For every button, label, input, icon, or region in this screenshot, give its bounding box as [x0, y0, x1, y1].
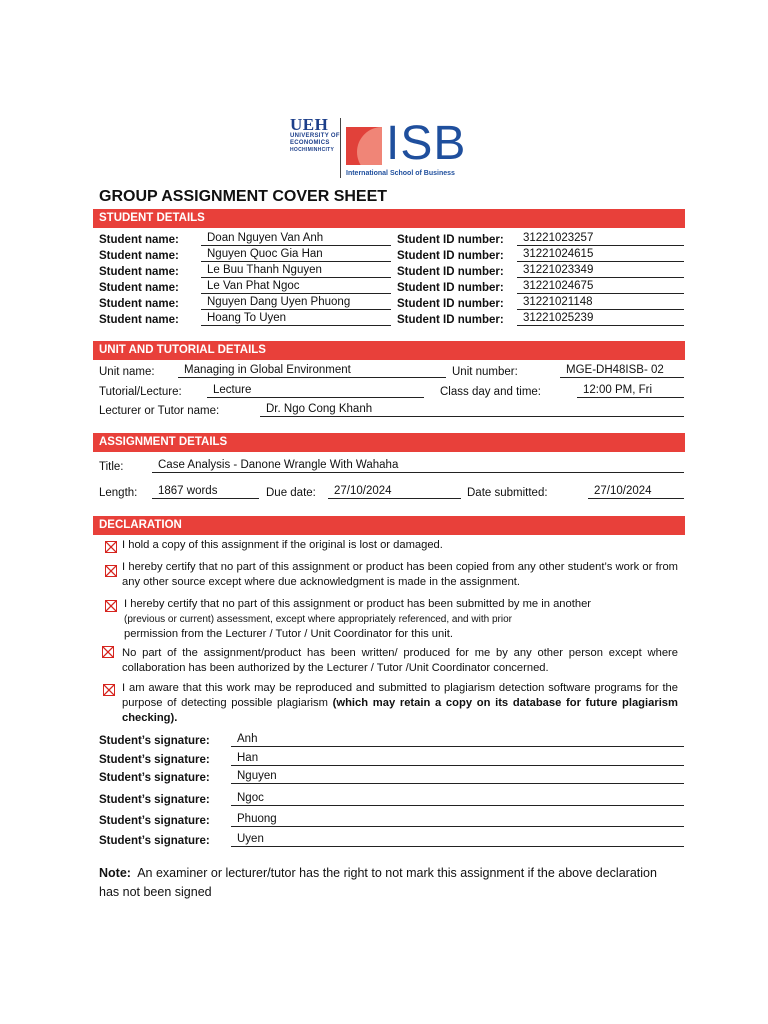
signature-field[interactable]: Han	[231, 751, 684, 766]
student-name-label: Student name:	[99, 282, 179, 294]
date-submitted-field[interactable]: 27/10/2024	[588, 484, 684, 499]
student-name-field[interactable]: Nguyen Quoc Gia Han	[201, 247, 391, 262]
declaration-bold-text: (which may retain a copy on its database for future plagiarism checking).	[122, 697, 678, 724]
student-name-field[interactable]: Hoang To Uyen	[201, 311, 391, 326]
student-id-field[interactable]: 31221024615	[517, 247, 684, 262]
student-id-label: Student ID number:	[397, 234, 504, 246]
declaration-text: I hereby certify that no part of this assignment or product has been copied from any other student’s work or from any other source except where due acknowledgment is made in the assignment.	[122, 561, 678, 588]
declaration-line: (previous or current) assessment, except where appropriately referenced, and with prior	[124, 614, 512, 625]
assignment-title-label: Title:	[99, 461, 124, 473]
student-name-field[interactable]: Nguyen Dang Uyen Phuong	[201, 295, 391, 310]
student-name-field[interactable]: Le Buu Thanh Nguyen	[201, 263, 391, 278]
student-id-label: Student ID number:	[397, 298, 504, 310]
student-id-field[interactable]: 31221023257	[517, 231, 684, 246]
unit-details-header: UNIT AND TUTORIAL DETAILS	[93, 341, 685, 360]
signature-label: Student’s signature:	[99, 835, 210, 847]
unit-name-label: Unit name:	[99, 366, 155, 378]
ueh-logo-sub-2: ECONOMICS	[290, 140, 330, 146]
declaration-checkbox[interactable]	[105, 600, 117, 612]
page-title: GROUP ASSIGNMENT COVER SHEET	[99, 188, 388, 205]
length-label: Length:	[99, 487, 138, 499]
note	[99, 864, 659, 902]
declaration-header: DECLARATION	[93, 516, 685, 535]
lecturer-label: Lecturer or Tutor name:	[99, 405, 220, 417]
ueh-logo-sub-1: UNIVERSITY OF	[290, 133, 340, 139]
assignment-title-field[interactable]: Case Analysis - Danone Wrangle With Wahaha	[152, 458, 684, 473]
length-field[interactable]: 1867 words	[152, 484, 259, 499]
student-id-field[interactable]: 31221024675	[517, 279, 684, 294]
student-name-label: Student name:	[99, 298, 179, 310]
signature-label: Student’s signature:	[99, 794, 210, 806]
declaration-checkbox[interactable]	[105, 565, 117, 577]
signature-field[interactable]: Nguyen	[231, 769, 684, 784]
signature-field[interactable]: Anh	[231, 732, 684, 747]
tutorial-label: Tutorial/Lecture:	[99, 386, 182, 398]
ueh-logo-sub-3: HOCHIMINHCITY	[290, 147, 335, 153]
note-label: Note:	[99, 866, 131, 880]
student-id-label: Student ID number:	[397, 250, 504, 262]
student-id-field[interactable]: 31221021148	[517, 295, 684, 310]
assignment-details-header: ASSIGNMENT DETAILS	[93, 433, 685, 452]
lecturer-field[interactable]: Dr. Ngo Cong Khanh	[260, 402, 684, 417]
signature-field[interactable]: Uyen	[231, 832, 684, 847]
student-name-label: Student name:	[99, 250, 179, 262]
date-submitted-label: Date submitted:	[467, 487, 548, 499]
declaration-line: permission from the Lecturer / Tutor / Unit Coordinator for this unit.	[124, 628, 453, 640]
isb-logo-mark	[346, 127, 382, 165]
ueh-logo	[290, 116, 342, 153]
student-name-field[interactable]: Le Van Phat Ngoc	[201, 279, 391, 294]
ueh-logo-text: UEH	[290, 115, 329, 134]
note-text: An examiner or lecturer/tutor has the right to not mark this assignment if the above declaration has not been signed	[99, 866, 657, 899]
declaration-checkbox[interactable]	[103, 684, 115, 696]
signature-label: Student’s signature:	[99, 772, 210, 784]
declaration-line: I hereby certify that no part of this assignment or product has been submitted by me in another	[124, 598, 592, 610]
due-date-label: Due date:	[266, 487, 316, 499]
isb-tagline: International School of Business	[346, 170, 455, 177]
student-id-label: Student ID number:	[397, 282, 504, 294]
unit-name-field[interactable]: Managing in Global Environment	[178, 363, 446, 378]
student-name-field[interactable]: Doan Nguyen Van Anh	[201, 231, 391, 246]
student-name-label: Student name:	[99, 314, 179, 326]
declaration-text	[124, 597, 680, 642]
declaration-text: I hold a copy of this assignment if the original is lost or damaged.	[122, 539, 443, 551]
declaration-text	[122, 681, 678, 726]
signature-label: Student’s signature:	[99, 735, 210, 747]
declaration-checkbox[interactable]	[105, 541, 117, 553]
student-details-header: STUDENT DETAILS	[93, 209, 685, 228]
signature-label: Student’s signature:	[99, 754, 210, 766]
unit-number-field[interactable]: MGE-DH48ISB- 02	[560, 363, 684, 378]
declaration-line: I am aware that this work may be reproduced and submitted to plagiarism detection software programs for the purpose of detecting possible plagiarism	[122, 682, 678, 709]
signature-field[interactable]: Phuong	[231, 812, 684, 827]
student-id-label: Student ID number:	[397, 314, 504, 326]
logo-divider	[340, 118, 341, 178]
student-name-label: Student name:	[99, 266, 179, 278]
isb-logo-text: ISB	[386, 117, 467, 170]
student-id-label: Student ID number:	[397, 266, 504, 278]
due-date-field[interactable]: 27/10/2024	[328, 484, 461, 499]
student-id-field[interactable]: 31221023349	[517, 263, 684, 278]
unit-number-label: Unit number:	[452, 366, 518, 378]
declaration-checkbox[interactable]	[102, 646, 114, 658]
class-time-label: Class day and time:	[440, 386, 541, 398]
class-time-field[interactable]: 12:00 PM, Fri	[577, 383, 684, 398]
student-name-label: Student name:	[99, 234, 179, 246]
tutorial-field[interactable]: Lecture	[207, 383, 424, 398]
student-id-field[interactable]: 31221025239	[517, 311, 684, 326]
declaration-text: No part of the assignment/product has been written/ produced for me by any other person except where collaboration has been authorized by the Lecturer / Tutor /Unit Coordinator concerned.	[122, 647, 678, 674]
signature-label: Student’s signature:	[99, 815, 210, 827]
signature-field[interactable]: Ngoc	[231, 791, 684, 806]
